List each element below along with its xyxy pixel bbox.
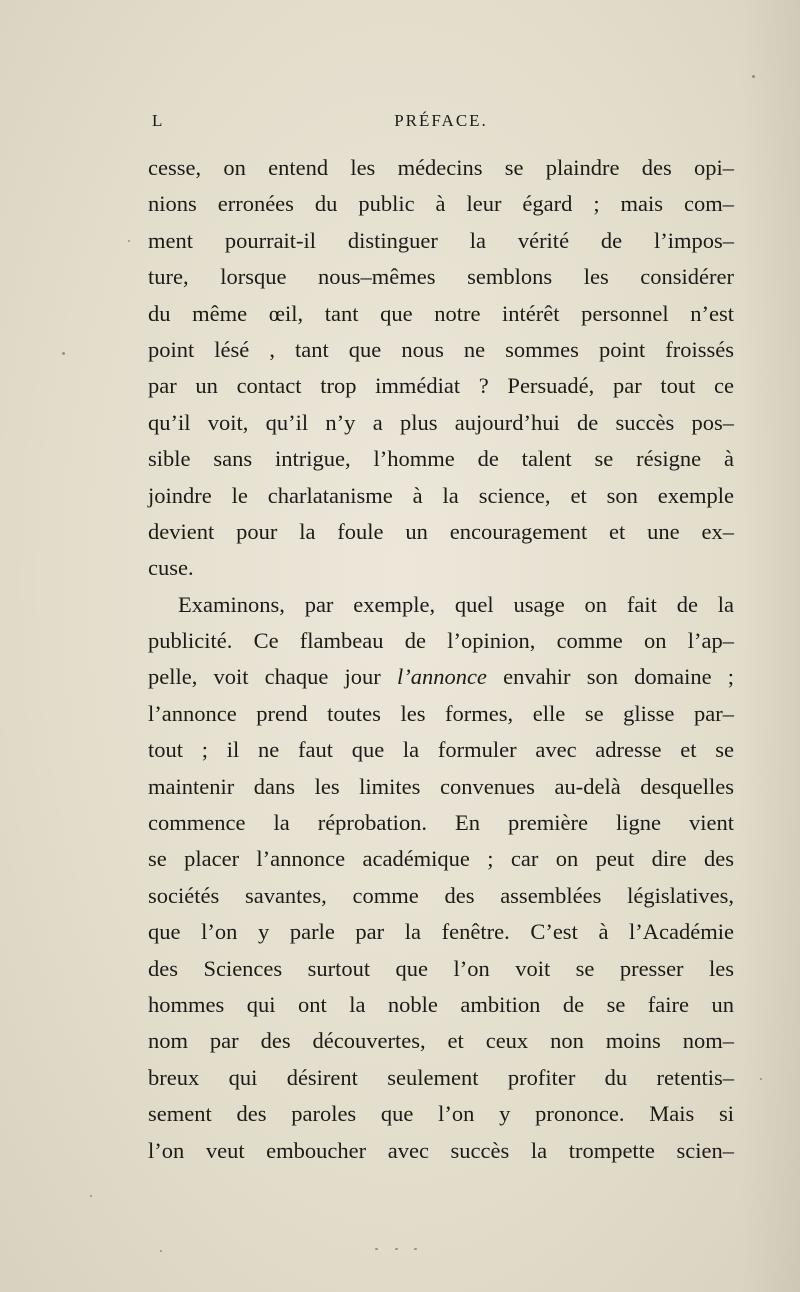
running-title: PRÉFACE. [394, 111, 488, 130]
text-line: des Sciences surtout que l’on voit se presser les [148, 955, 734, 981]
text-segment: pelle, voit chaque jour [148, 664, 397, 690]
text-line: nions erronées du public à leur égard ; mais com– [148, 191, 734, 217]
page-header [148, 103, 734, 137]
text-line: du même œil, tant que notre intérêt personnel n’est [148, 300, 734, 326]
text-line: qu’il voit, qu’il n’y a plus aujourd’hui de succès pos– [148, 409, 734, 435]
text-line: l’annonce prend toutes les formes, elle se glisse par– [148, 700, 734, 726]
text-line: hommes qui ont la noble ambition de se faire un [148, 991, 734, 1017]
text-line: que l’on y parle par la fenêtre. C’est à l’Académie [148, 919, 734, 945]
paragraph-end-line: cuse. [148, 555, 194, 581]
text-line: maintenir dans les limites convenues au-delà desquelles [148, 773, 734, 799]
paper-speck [160, 1250, 162, 1252]
text-line: sement des paroles que l’on y prononce. Mais si [148, 1101, 734, 1127]
italic-term: l’annonce [396, 664, 487, 690]
text-line: devient pour la foule un encouragement et une ex– [148, 518, 734, 544]
text-line: ture, lorsque nous–mêmes semblons les considérer [148, 264, 734, 290]
page-number: L [152, 111, 164, 130]
text-line-with-italic [148, 659, 734, 695]
text-line: nom par des découvertes, et ceux non moins nom– [148, 1028, 734, 1054]
text-line: joindre le charlatanisme à la science, et son exemple [148, 482, 734, 508]
text-line: l’on veut emboucher avec succès la trompette scien– [148, 1137, 734, 1163]
paper-speck [752, 75, 755, 78]
text-line: cesse, on entend les médecins se plaindre des opi– [148, 155, 734, 180]
paper-speck [395, 1248, 398, 1250]
paper-speck [760, 1078, 762, 1080]
text-line: point lésé , tant que nous ne sommes point froissés [148, 336, 734, 362]
paper-speck [62, 352, 65, 355]
text-line: publicité. Ce flambeau de l’opinion, comme on l’ap– [148, 628, 734, 654]
body-text [148, 150, 734, 1169]
text-line: se placer l’annonce académique ; car on peut dire des [148, 846, 734, 872]
paragraph-start-line: Examinons, par exemple, quel usage on fait de la [178, 591, 734, 617]
page-edge-shadow [740, 0, 800, 1292]
text-line: tout ; il ne faut que la formuler avec adresse et se [148, 737, 734, 763]
paper-speck [90, 1195, 92, 1197]
paper-speck [375, 1248, 378, 1250]
text-line: breux qui désirent seulement profiter du retentis– [148, 1064, 734, 1090]
text-line: sociétés savantes, comme des assemblées législatives, [148, 882, 734, 908]
text-line: ment pourrait-il distinguer la vérité de l’impos– [148, 227, 734, 253]
paper-speck [414, 1248, 417, 1250]
paper-speck [128, 240, 130, 242]
text-line: sible sans intrigue, l’homme de talent se résigne à [148, 446, 734, 472]
text-segment: envahir son domaine ; [486, 664, 735, 690]
text-line: par un contact trop immédiat ? Persuadé, par tout ce [148, 373, 734, 399]
text-line: commence la réprobation. En première ligne vient [148, 810, 734, 836]
